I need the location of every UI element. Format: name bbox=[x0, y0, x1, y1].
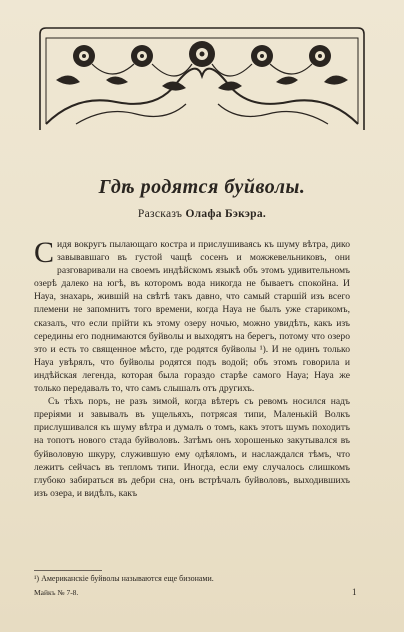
paragraph: Съ тѣхъ поръ, не разъ зимой, когда вѣтеръ съ ревомъ носился надъ преріями и завывалъ въ ущельяхъ, потрясая типи, Маленькій Волкъ прислушивался къ шуму вѣтра и думалъ о томъ, какъ этотъ шумъ походитъ на топотъ нового стада буйволовъ. Затѣмъ онъ хорошенько закутывался въ буйволовую шкуру, служившую ему одѣяломъ, и наслаждался тѣмъ, что лежитъ сейчасъ въ тепломъ типи. Иногда, если ему случалось слишкомъ глубоко забираться въ дебри сна, онъ встрѣчалъ буйволовъ, выходившихъ изъ озера, и видѣлъ, какъ bbox=[34, 396, 350, 499]
footnote: ¹) Американскіе буйволы называются еще бизонами. bbox=[34, 574, 214, 583]
article-body bbox=[34, 238, 350, 500]
author-name: Олафа Бэкэра. bbox=[185, 208, 267, 220]
article-byline bbox=[0, 208, 404, 220]
article-title: Гдѣ родятся буйволы. bbox=[98, 176, 306, 198]
page-number: 1 bbox=[352, 587, 357, 597]
paragraph-text: идя вокругъ пылающаго костра и прислушиваясь къ шуму вѣтра, дико завывавшаго въ густой чащѣ сосенъ и можжевельниковъ, они разговаривали на своемъ индѣйскомъ языкѣ объ этомъ удивительномъ озерѣ далеко на югѣ, въ которомъ вода никогда не бываетъ спокойна. И Науа, знахарь, жившій на свѣтѣ такъ давно, что самый старшій изъ всего племени не запомнитъ того времени, когда Науа не былъ уже старикомъ, сказалъ, что если прійти къ этому озеру ночью, можно увидѣть, какъ изъ середины его поднимаются буйволы и выходятъ на берегъ, потому что озеро это и есть то священное мѣсто, где родятся буйволы ¹). И не одинъ только Науа увѣрялъ, что буйволы родятся подъ водой; объ этомъ говорила и индѣйская легенда, которая была гораздо старѣе самого Науа; Науа же только передавалъ то, что самъ слышалъ отъ другихъ. bbox=[34, 239, 350, 395]
paragraph bbox=[34, 238, 350, 395]
issue-label: Майкъ № 7-8. bbox=[34, 588, 79, 597]
floral-ornament-icon bbox=[36, 24, 368, 134]
footnote-divider bbox=[34, 570, 102, 571]
drop-cap: С bbox=[34, 236, 55, 269]
byline-prefix: Разсказъ bbox=[137, 208, 183, 220]
